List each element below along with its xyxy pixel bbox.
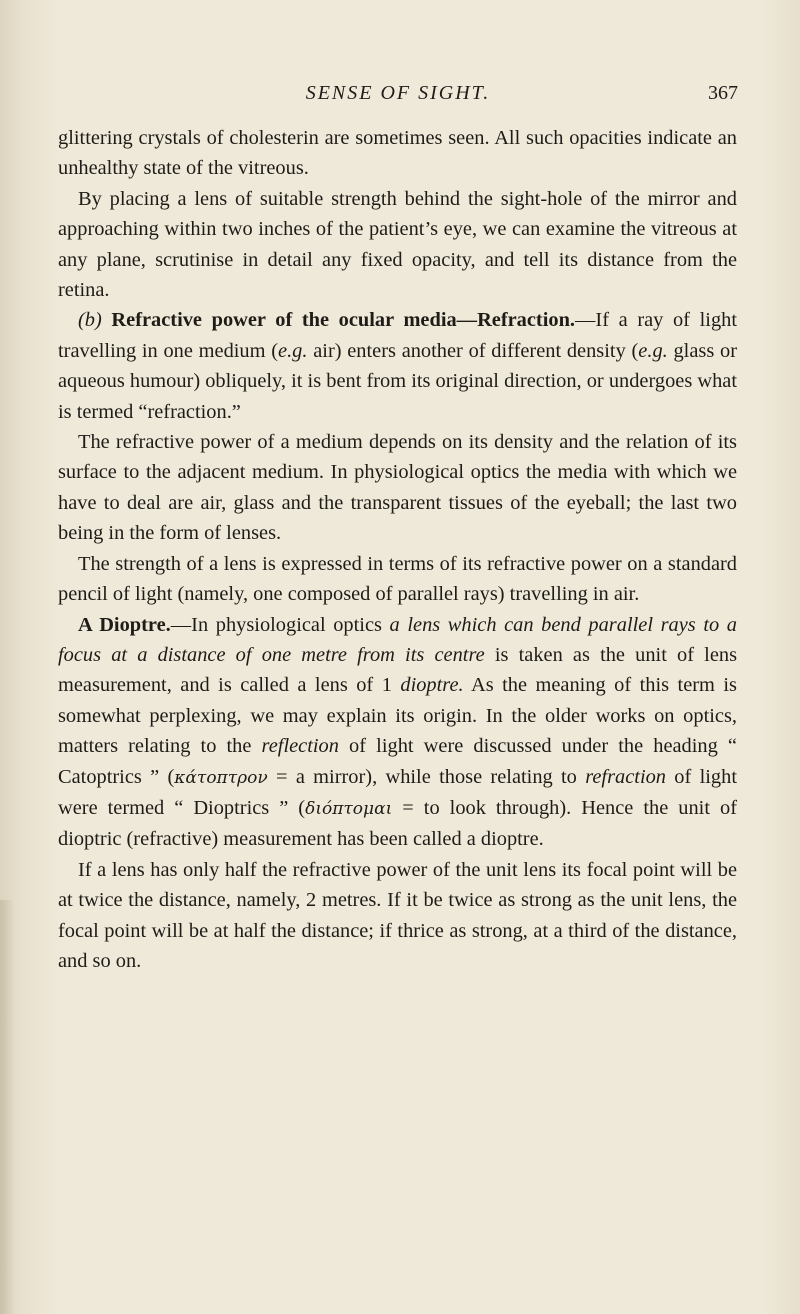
paragraph-6 <box>58 610 737 855</box>
paragraph-2: By placing a lens of suitable strength behind the sight-hole of the mirror and approaching within two inches of the patient’s eye, we can examine the vitreous at any plane, scrutinise in detail any fixed opacity, and tell its distance from the retina. <box>58 187 737 302</box>
reflection-term: reflection <box>261 735 339 758</box>
page-number: 367 <box>708 82 738 104</box>
text-run: —In physiological optics <box>170 613 390 636</box>
running-head: SENSE OF SIGHT. <box>305 82 491 104</box>
page-shadow <box>0 900 14 1314</box>
body-text <box>58 123 737 976</box>
page-header <box>58 82 738 108</box>
section-heading: Refractive power of the ocular media—Refraction. <box>111 309 576 332</box>
paragraph-3 <box>58 305 737 427</box>
dioptre-term: dioptre. <box>400 674 464 697</box>
refraction-term: refraction <box>585 765 666 788</box>
greek-katoptron: κάτοπτρον <box>174 767 268 788</box>
eg-abbrev: e.g. <box>278 339 308 362</box>
text-run: of light were discussed under the heading “ Catoptrics ” ( <box>58 735 737 788</box>
text-run: As the meaning of this term is somewhat perplexing, we may explain its origin. In the older works on optics, matters relating to the <box>58 674 737 758</box>
dioptre-heading: A Dioptre. <box>78 613 171 636</box>
greek-dioptomai: διόπτομαι <box>305 798 393 819</box>
section-label: (b) <box>78 309 102 332</box>
eg-abbrev: e.g. <box>638 339 668 362</box>
dioptre-definition: a lens which can bend parallel rays to a focus at a distance of one metre from its centre <box>58 613 737 666</box>
paragraph-1: glittering crystals of cholesterin are sometimes seen. All such opacities indicate an unhealthy state of the vitreous. <box>58 127 737 180</box>
text-run: of light were termed “ Dioptrics ” ( <box>58 765 737 819</box>
text-run: glass or aqueous humour) obliquely, it is bent from its original direction, or undergoes what is termed “refraction.” <box>58 339 737 423</box>
text-run: air) enters another of different density ( <box>307 339 639 362</box>
text-run: = a mirror), while those relating to <box>267 765 586 788</box>
text-run: —If a ray of light travelling in one medium ( <box>58 309 737 362</box>
text-run: is taken as the unit of lens measurement, and is called a lens of 1 <box>58 643 738 697</box>
paragraph-5: The strength of a lens is expressed in terms of its refractive power on a standard pencil of light (namely, one composed of parallel rays) travelling in air. <box>58 552 737 606</box>
paragraph-4: The refractive power of a medium depends on its density and the relation of its surface to the adjacent medium. In physiological optics the media with which we have to deal are air, glass and the transparent tissues of the eyeball; the last two being in the form of lenses. <box>58 431 737 545</box>
paragraph-7: If a lens has only half the refractive power of the unit lens its focal point will be at twice the distance, namely, 2 metres. If it be twice as strong as the unit lens, the focal point will be at half the distance; if thrice as strong, at a third of the distance, and so on. <box>58 858 737 972</box>
text-run: = to look through). Hence the unit of dioptric (refractive) measurement has been called a dioptre. <box>58 796 737 851</box>
